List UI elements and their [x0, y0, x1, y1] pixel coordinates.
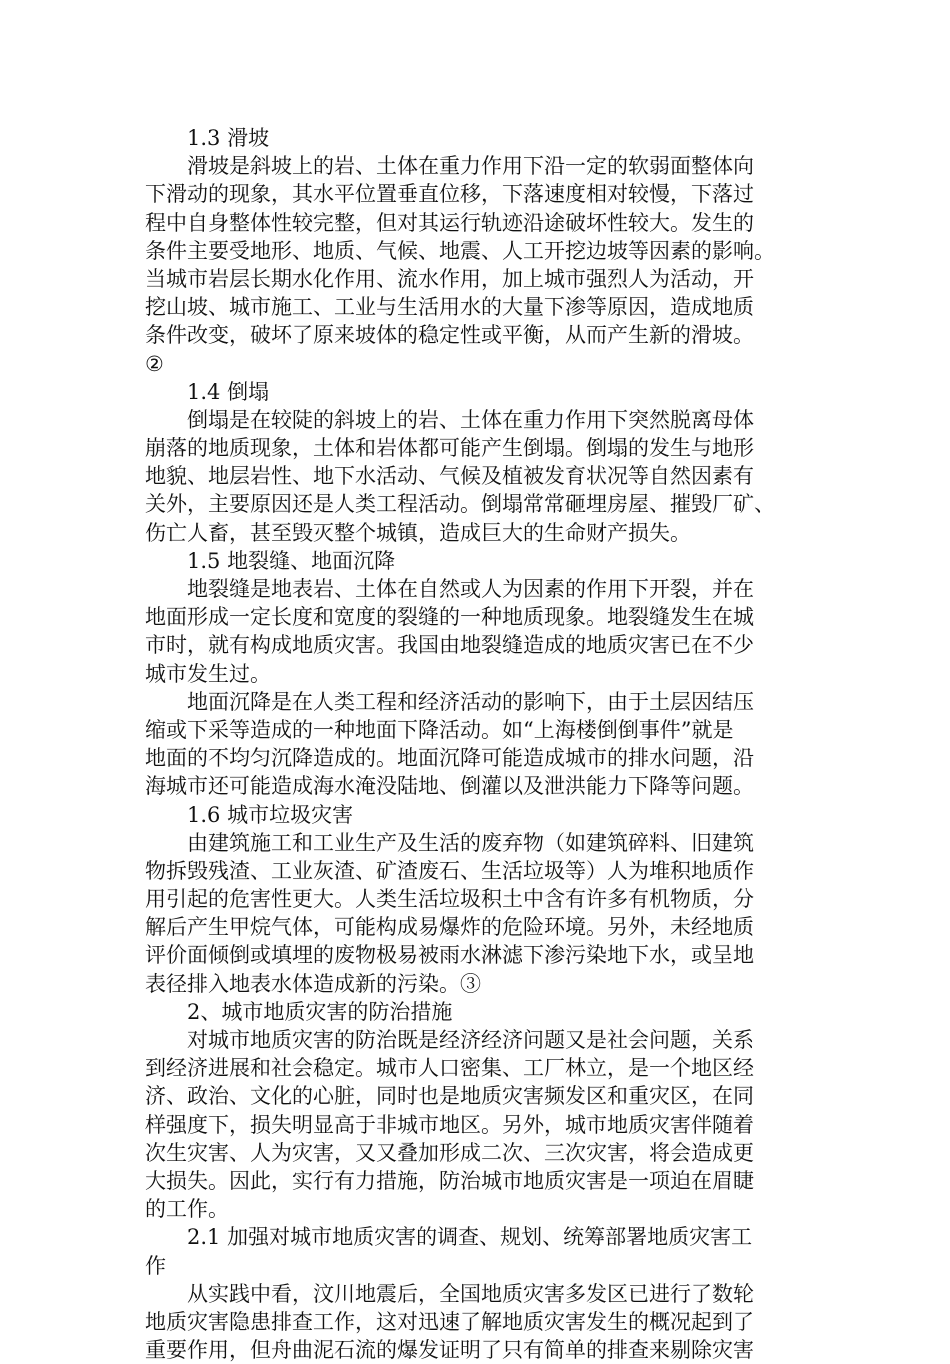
section-heading: 1.6 城市垃圾灾害: [187, 802, 354, 827]
paragraph-line: 地面沉降是在人类工程和经济活动的影响下，由于土层因结压: [187, 689, 754, 714]
paragraph-line: 崩落的地质现象，土体和岩体都可能产生倒塌。倒塌的发生与地形: [145, 436, 754, 461]
paragraph-line: 缩或下采等造成的一种地面下降活动。如“上海楼倒倒事件”就是: [145, 717, 734, 742]
paragraph-line: 济、政治、文化的心脏，同时也是地质灾害频发区和重灾区，在同: [145, 1084, 754, 1109]
paragraph-line: ②: [145, 351, 164, 376]
section-heading: 2.1 加强对城市地质灾害的调查、规划、统筹部署地质灾害工: [187, 1225, 753, 1250]
paragraph-line: 条件主要受地形、地质、气候、地震、人工开挖边坡等因素的影响。: [145, 238, 775, 263]
paragraph-line: 由建筑施工和工业生产及生活的废弃物（如建筑碎料、旧建筑: [187, 830, 754, 855]
paragraph-line: 次生灾害、人为灾害，又又叠加形成二次、三次灾害，将会造成更: [145, 1140, 754, 1165]
paragraph-line: 样强度下，损失明显高于非城市地区。另外，城市地质灾害伴随着: [145, 1112, 754, 1137]
paragraph-line: 大损失。因此，实行有力措施，防治城市地质灾害是一项迫在眉睫: [145, 1168, 754, 1193]
paragraph-line: 表径排入地表水体造成新的污染。③: [145, 971, 481, 996]
paragraph-line: 的工作。: [145, 1197, 229, 1222]
paragraph-line: 地面形成一定长度和宽度的裂缝的一种地质现象。地裂缝发生在城: [145, 605, 754, 630]
paragraph-line: 城市发生过。: [145, 661, 271, 686]
paragraph-line: 挖山坡、城市施工、工业与生活用水的大量下渗等原因，造成地质: [145, 295, 754, 320]
paragraph-line: 下滑动的现象，其水平位置垂直位移，下落速度相对较慢，下落过: [145, 182, 754, 207]
document-page: [145, 124, 805, 1364]
paragraph-line: 滑坡是斜坡上的岩、土体在重力作用下沿一定的软弱面整体向: [187, 154, 754, 179]
paragraph-line: 倒塌是在较陡的斜坡上的岩、土体在重力作用下突然脱离母体: [187, 407, 754, 432]
paragraph-line: 伤亡人畜，甚至毁灭整个城镇，造成巨大的生命财产损失。: [145, 520, 691, 545]
paragraph-line: 用引起的危害性更大。人类生活垃圾积土中含有许多有机物质，分: [145, 887, 754, 912]
paragraph-line: 程中自身整体性较完整，但对其运行轨迹沿途破坏性较大。发生的: [145, 210, 754, 235]
paragraph-line: 从实践中看，汶川地震后，全国地质灾害多发区已进行了数轮: [187, 1281, 754, 1306]
paragraph-line: 市时，就有构成地质灾害。我国由地裂缝造成的地质灾害已在不少: [145, 633, 754, 658]
paragraph-line: 地裂缝是地表岩、土体在自然或人为因素的作用下开裂，并在: [187, 577, 754, 601]
section-heading: 2、城市地质灾害的防治措施: [187, 999, 453, 1024]
paragraph-line: 评价面倾倒或填埋的废物极易被雨水淋滤下渗污染地下水，或呈地: [145, 943, 754, 968]
paragraph-line: 海城市还可能造成海水淹没陆地、倒灌以及泄洪能力下降等问题。: [145, 774, 754, 799]
paragraph-line: 解后产生甲烷气体，可能构成易爆炸的危险环境。另外，未经地质: [145, 915, 754, 940]
paragraph-line: 作: [145, 1253, 166, 1278]
paragraph-line: 关外，主要原因还是人类工程活动。倒塌常常砸埋房屋、摧毁厂矿、: [145, 492, 775, 517]
paragraph-line: 地貌、地层岩性、地下水活动、气候及植被发育状况等自然因素有: [145, 464, 754, 489]
paragraph-line: 地质灾害隐患排查工作，这对迅速了解地质灾害发生的概况起到了: [145, 1309, 754, 1334]
paragraph-line: 对城市地质灾害的防治既是经济经济问题又是社会问题，关系: [187, 1028, 754, 1052]
paragraph-line: 重要作用，但舟曲泥石流的爆发证明了只有简单的排查来剔除灾害: [145, 1338, 754, 1363]
section-heading: 1.4 倒塌: [187, 379, 270, 404]
section-heading: 1.3 滑坡: [187, 126, 270, 150]
paragraph-line: 地面的不均匀沉降造成的。地面沉降可能造成城市的排水问题，沿: [145, 746, 754, 771]
paragraph-line: 条件改变，破坏了原来坡体的稳定性或平衡，从而产生新的滑坡。: [145, 323, 754, 348]
section-heading: 1.5 地裂缝、地面沉降: [187, 548, 396, 573]
paragraph-line: 到经济进展和社会稳定。城市人口密集、工厂林立，是一个地区经: [145, 1056, 754, 1081]
paragraph-line: 物拆毁残渣、工业灰渣、矿渣废石、生活垃圾等）人为堆积地质作: [145, 858, 754, 883]
paragraph-line: 当城市岩层长期水化作用、流水作用，加上城市强烈人为活动，开: [145, 266, 754, 291]
